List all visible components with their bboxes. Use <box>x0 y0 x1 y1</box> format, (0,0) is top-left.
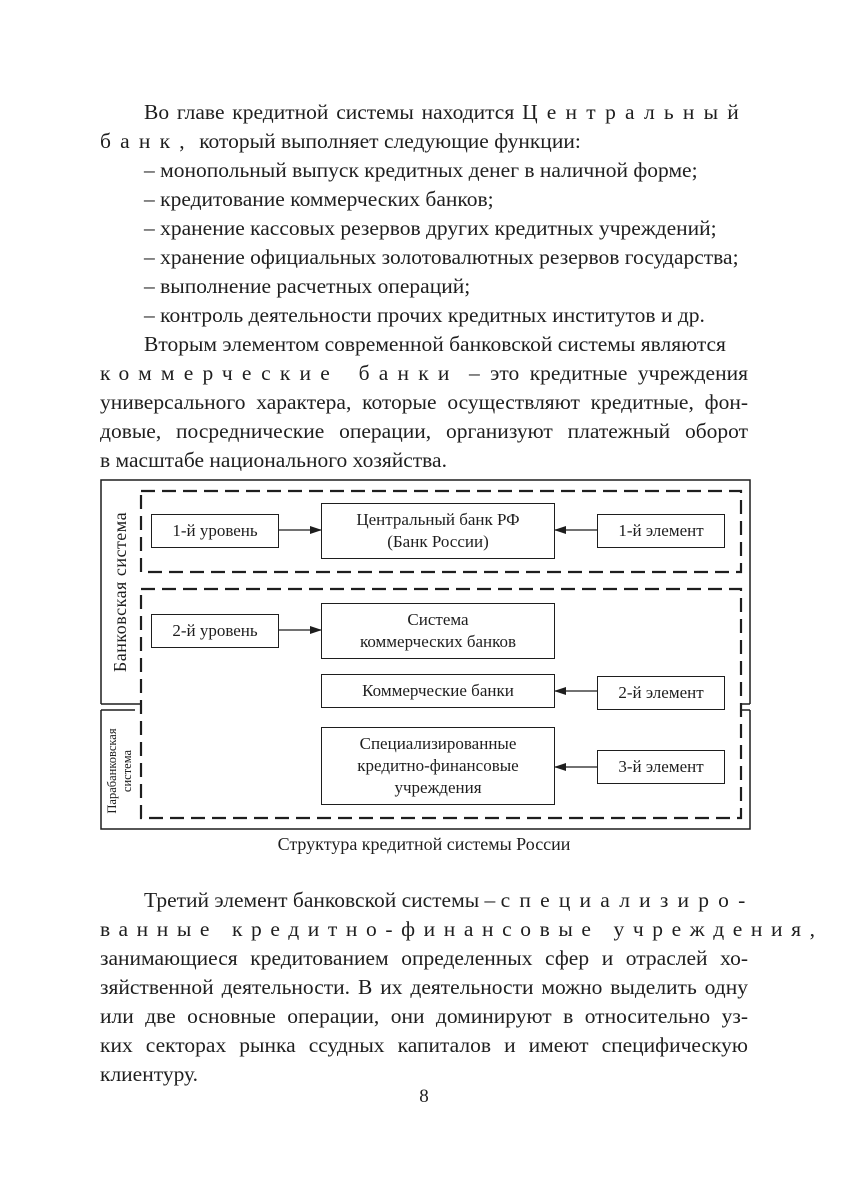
paragraph2-line5: в масштабе национального хозяйства. <box>100 448 447 472</box>
element2-box: 2-й элемент <box>597 676 725 710</box>
paragraph1-line1 <box>100 98 748 127</box>
text-segment: – это кредитные учреждения <box>469 361 748 385</box>
text-segment: Во главе кредитной системы находится <box>144 100 515 124</box>
level1-box: 1-й уровень <box>151 514 279 548</box>
function-item: – монопольный выпуск кредитных денег в наличной форме; <box>144 158 698 182</box>
text-segment: Третий элемент банковской системы – <box>144 888 496 912</box>
parabanking-system-frame <box>101 710 750 829</box>
banking-system-frame <box>101 480 750 704</box>
function-item: – контроль деятельности прочих кредитных институтов и др. <box>144 303 705 327</box>
box-line: учреждения <box>394 778 482 797</box>
banking-system-label: Банковская система <box>110 511 130 673</box>
function-item: – выполнение расчетных операций; <box>144 274 471 298</box>
box-line: кредитно-финансовые <box>357 756 519 775</box>
emphasis-central-bank: Центральный <box>522 100 748 124</box>
specialized-institutions-box <box>321 727 555 805</box>
parabanking-label-line: Парабанковская <box>105 728 119 814</box>
paragraph2-line1: Вторым элементом современной банковской системы являются <box>144 332 726 356</box>
commercial-banks-system-box <box>321 603 555 659</box>
function-item: – кредитование коммерческих банков; <box>144 187 494 211</box>
element3-box: 3-й элемент <box>597 750 725 784</box>
paragraph1-line2 <box>100 127 581 156</box>
emphasis-bank: банк, <box>100 129 194 153</box>
central-bank-box <box>321 503 555 559</box>
commercial-banks-box: Коммерческие банки <box>321 674 555 708</box>
box-line: Система <box>407 610 469 629</box>
box-line: (Банк России) <box>387 532 489 551</box>
paragraph2-line3: универсального характера, которые осуществляют кредитные, фон- <box>100 390 748 414</box>
function-item: – хранение кассовых резервов других кредитных учреждений; <box>144 216 717 240</box>
function-item: – хранение официальных золотовалютных резервов государства; <box>144 245 739 269</box>
paragraph3-line1 <box>100 886 755 915</box>
paragraph3-line4: зяйственной деятельности. В их деятельности можно выделить одну <box>100 975 748 999</box>
emphasis-commercial-banks: коммерческие банки <box>100 361 459 385</box>
paragraph2-line2 <box>100 359 748 388</box>
paragraph3-line5: или две основные операции, они доминируют в относительно уз- <box>100 1004 748 1028</box>
paragraph3-line2: ванные кредитно-финансовые учреждения, <box>100 917 824 941</box>
level1-dashed-frame <box>141 491 741 572</box>
page-number: 8 <box>419 1086 429 1107</box>
paragraph3-line6: ких секторах рынка ссудных капиталов и имеют специфическую <box>100 1033 748 1057</box>
paragraph2-line4: довые, посреднические операции, организуют платежный оборот <box>100 419 748 443</box>
paragraph3-line3: занимающиеся кредитованием определенных сфер и отраслей хо- <box>100 946 748 970</box>
level2-dashed-frame <box>141 589 741 818</box>
emphasis-specialized: специализиро- <box>500 888 755 912</box>
diagram-caption: Структура кредитной системы России <box>277 834 571 854</box>
element1-box: 1-й элемент <box>597 514 725 548</box>
parabanking-system-label <box>105 711 135 831</box>
box-line: Центральный банк РФ <box>356 510 520 529</box>
box-line: Специализированные <box>359 734 517 753</box>
text-segment: который выполняет следующие функции: <box>199 129 581 153</box>
paragraph3-line7: клиентуру. <box>100 1062 199 1086</box>
level2-box: 2-й уровень <box>151 614 279 648</box>
box-line: коммерческих банков <box>359 632 517 651</box>
parabanking-label-line: система <box>120 749 134 793</box>
